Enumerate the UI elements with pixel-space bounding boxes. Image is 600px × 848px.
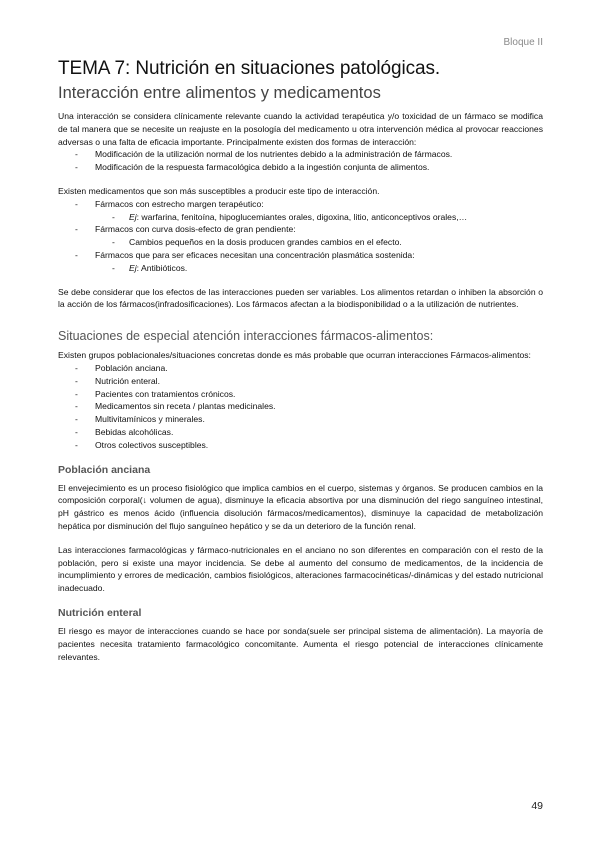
- susceptible-list: [58, 198, 543, 275]
- example-label: Ej: [129, 211, 137, 222]
- list-item: - Nutrición enteral.: [58, 375, 543, 388]
- list-item: - Multivitamínicos y minerales.: [58, 413, 543, 426]
- page-content: [58, 58, 543, 663]
- special-intro: Existen grupos poblacionales/situaciones concretas donde es más probable que ocurran interacciones Fármacos-alimentos:: [58, 350, 531, 361]
- list-item: - Medicamentos sin receta / plantas medicinales.: [58, 400, 543, 413]
- page-subtitle: Interacción entre alimentos y medicamentos: [58, 84, 381, 102]
- list-subitem: [58, 262, 543, 275]
- list-item: - Bebidas alcohólicas.: [58, 426, 543, 439]
- enteral-heading: Nutrición enteral: [58, 606, 142, 619]
- list-item: - Fármacos con estrecho margen terapéutico:: [58, 198, 543, 211]
- elderly-paragraph-1: El envejecimiento es un proceso fisiológico que implica cambios en el cuerpo, sistemas y órganos. Se producen cambios en la composición corporal(↓ volumen de agua), disminuye la eficacia absortiva por una disminución del riego sanguíneo intestinal, pH gástrico es menos ácido (influencia disolución fármacos/medicamentos), disminuye la capacidad de metabolización hepática por disminución del flujo sanguíneo hepático y se da un deterioro de la función renal.: [58, 482, 543, 531]
- list-item: - Modificación de la respuesta farmacológica debido a la ingestión conjunta de alimentos.: [58, 161, 543, 174]
- susceptible-intro: Existen medicamentos que son más susceptibles a producir este tipo de interacción.: [58, 185, 380, 196]
- list-item: - Modificación de la utilización normal de los nutrientes debido a la administración de fármacos.: [58, 148, 543, 161]
- special-heading: Situaciones de especial atención interacciones fármacos-alimentos:: [58, 329, 434, 344]
- list-item: - Fármacos con curva dosis-efecto de gran pendiente:: [58, 223, 543, 236]
- effects-paragraph: Se debe considerar que los efectos de las interacciones pueden ser variables. Los alimentos retardan o inhiben la absorción o la acción de los fármacos(infradosificaciones). Los fármacos afectan a la biodisponibilidad o a la utilización de nutrientes.: [58, 286, 543, 310]
- example-text: : warfarina, fenitoína, hipoglucemiantes orales, digoxina, litio, anticonceptivos orales,…: [136, 211, 468, 222]
- intro-paragraph: Una interacción se considera clínicamente relevante cuando la actividad terapéutica y/o toxicidad de un fármaco se modifica de tal manera que se necesite un reajuste en la posología del medicamento u otra intervención médica al provocar reacciones adversas o una falta de eficacia importante. Principalmente existen dos formas de interacción:: [58, 111, 543, 147]
- list-subitem: [58, 211, 543, 224]
- page-number: 49: [531, 800, 543, 812]
- example-label: Ej: [129, 262, 137, 273]
- elderly-paragraph-2: Las interacciones farmacológicas y fármaco-nutricionales en el anciano no son diferentes en comparación con el resto de la población, pero si existe una mayor incidencia. Se debe al aumento del consumo de medicamentos, de la incidencia de incumplimiento y errores de medicación, cambios fisiológicos, alteraciones farmacocinéticas/-dinámicas y del estado nutricional inadecuado.: [58, 544, 543, 594]
- elderly-heading: Población anciana: [58, 463, 151, 476]
- list-item: - Pacientes con tratamientos crónicos.: [58, 388, 543, 401]
- list-item: - Población anciana.: [58, 362, 543, 375]
- list-item: - Otros colectivos susceptibles.: [58, 439, 543, 452]
- section-label: Bloque II: [503, 37, 543, 48]
- list-item: - Fármacos que para ser eficaces necesitan una concentración plasmática sostenida:: [58, 249, 543, 262]
- special-groups-list: [58, 362, 543, 452]
- list-subitem: - Cambios pequeños en la dosis producen grandes cambios en el efecto.: [58, 236, 543, 249]
- page-title: TEMA 7: Nutrición en situaciones patológicas.: [58, 58, 441, 79]
- enteral-paragraph: El riesgo es mayor de interacciones cuando se hace por sonda(suele ser principal sistema de alimentación). La mayoría de pacientes necesita tratamiento farmacológico concomitante. Aumenta el riesgo potencial de interacciones clínicamente relevantes.: [58, 625, 543, 662]
- example-text: : Antibióticos.: [136, 262, 188, 273]
- interaction-forms-list: [58, 148, 543, 174]
